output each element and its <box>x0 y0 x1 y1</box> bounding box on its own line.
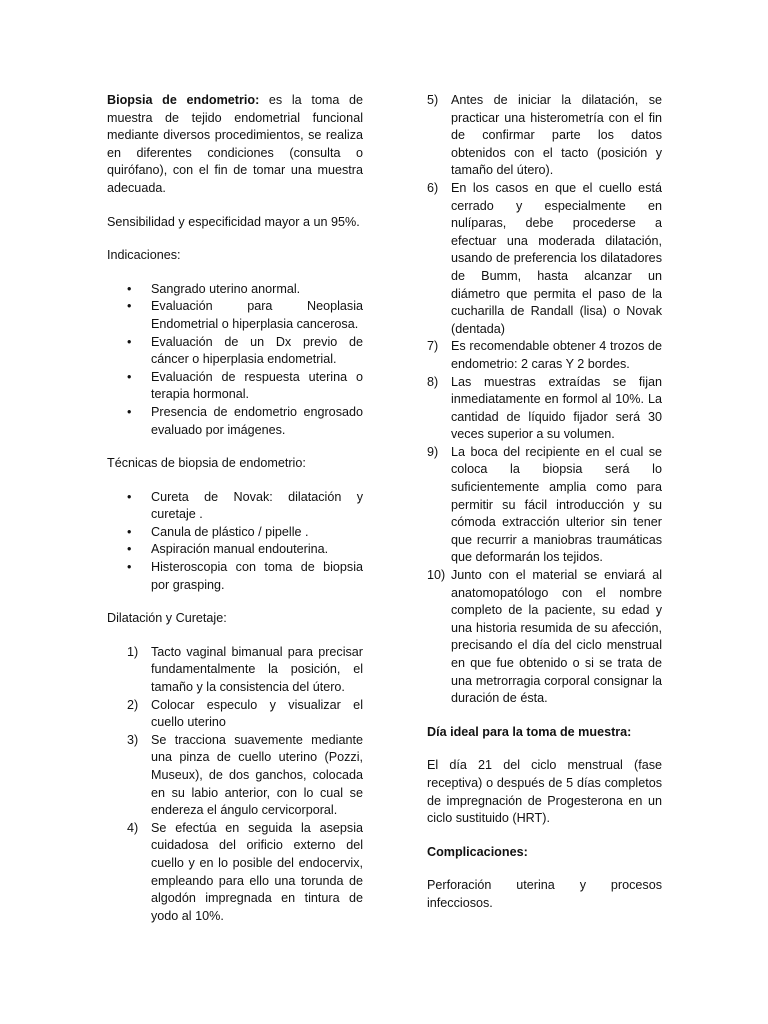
sensitivity-text: Sensibilidad y especificidad mayor a un 95%. <box>107 214 360 229</box>
continued-steps-list <box>427 92 662 708</box>
bullet-icon: • <box>127 299 132 314</box>
list-item: 9) La boca del recipiente en el cual se coloca la biopsia será lo suficientemente amplia como para permitir su fácil introducción y su cómoda extracción ulterior sin tener que recurrir a maniobras traumáticas que deformarán los tejidos. <box>427 444 662 565</box>
dilation-steps-list <box>107 644 363 926</box>
list-item: • Evaluación de respuesta uterina o terapia hormonal. <box>127 369 363 402</box>
bullet-icon: • <box>127 334 132 349</box>
bullet-icon: • <box>127 524 132 539</box>
list-item: • Canula de plástico / pipelle . <box>107 524 363 542</box>
list-item: • Evaluación de un Dx previo de cáncer o hiperplasia endometrial. <box>127 334 363 367</box>
indications-heading: Indicaciones: <box>107 248 181 263</box>
list-item: 10) Junto con el material se enviará al anatomopatólogo con el nombre completo de la paciente, su edad y una historia resumida de su afección, precisando el día del ciclo menstrual en que fue obtenido o si se trata de una metrorragia corporal consignar la duración de ésta. <box>427 568 662 706</box>
bullet-icon: • <box>127 542 132 557</box>
bullet-icon: • <box>127 560 132 575</box>
list-item: 5) Antes de iniciar la dilatación, se practicar una histerometría con el fin de confirmar parte los datos obtenidos con el tacto (posición y tamaño del útero). <box>427 93 662 178</box>
list-item: 6) En los casos en que el cuello está cerrado y especialmente en nulíparas, debe procederse a efectuar una moderada dilatación, usando de preferencia los dilatadores de Bumm, hasta alcanzar un diámetro que permita el paso de la cucharilla de Randall (lisa) o Novak (dentada) <box>427 180 662 336</box>
bullet-icon: • <box>127 489 132 504</box>
list-item: 7) Es recomendable obtener 4 trozos de endometrio: 2 caras Y 2 bordes. <box>427 339 662 371</box>
list-item: 8) Las muestras extraídas se fijan inmediatamente en formol al 10%. La cantidad de líquido fijador será 30 veces superior a su volumen. <box>427 374 662 442</box>
list-item: 4) Se efectúa en seguida la asepsia cuidadosa del orificio externo del cuello y en lo posible del endocervix, empleando para ello una torunda de algodón impregnada en tintura de yodo al 10%. <box>127 820 363 923</box>
intro-paragraph <box>107 92 363 198</box>
ideal-day-text: El día 21 del ciclo menstrual (fase receptiva) o después de 5 días completos de impregnación de Progesterona en un ciclo sustituido (HRT). <box>427 758 662 826</box>
bullet-icon: • <box>127 281 132 296</box>
list-item: • Evaluación para Neoplasia Endometrial o hiperplasia cancerosa. <box>127 299 363 331</box>
list-item: 1) Tacto vaginal bimanual para precisar fundamentalmente la posición, el tamaño y la consistencia del útero. <box>127 644 363 695</box>
list-item: • Sangrado uterino anormal. <box>107 281 363 299</box>
intro-lead: Biopsia de endometrio: <box>107 93 260 107</box>
complications-heading: Complicaciones: <box>427 844 528 859</box>
ideal-day-heading: Día ideal para la toma de muestra: <box>427 724 632 739</box>
list-item: • Histeroscopia con toma de biopsia por grasping. <box>127 560 363 592</box>
intro-text: es la toma de muestra de tejido endometrial funcional mediante diversos procedimientos, se realiza en diferentes condiciones (consulta o quirófano), con el fin de tomar una muestra adecuada. <box>107 93 363 195</box>
bullet-icon: • <box>127 404 132 419</box>
list-item: 2) Colocar especulo y visualizar el cuello uterino <box>127 697 363 730</box>
right-column <box>427 92 662 929</box>
dilation-heading: Dilatación y Curetaje: <box>107 611 227 626</box>
left-column <box>107 92 363 941</box>
bullet-icon: • <box>127 369 132 384</box>
list-item: 3) Se tracciona suavemente mediante una pinza de cuello uterino (Pozzi, Museux), de dos ganchos, colocada en su labio anterior, con lo cual se endereza el ángulo cervicorporal. <box>127 732 363 818</box>
list-item: • Presencia de endometrio engrosado evaluado por imágenes. <box>127 404 363 437</box>
list-item: • Cureta de Novak: dilatación y curetaje . <box>127 489 363 522</box>
complications-text: Perforación uterina y procesos infecciosos. <box>427 878 662 910</box>
techniques-list <box>107 489 363 595</box>
list-item: • Aspiración manual endouterina. <box>107 541 363 559</box>
techniques-heading: Técnicas de biopsia de endometrio: <box>107 456 306 471</box>
indications-list <box>107 281 363 439</box>
